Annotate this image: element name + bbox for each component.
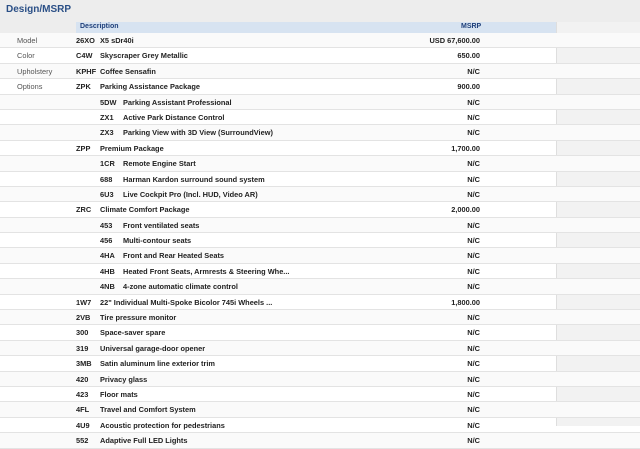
option-code: 2VB bbox=[76, 313, 91, 323]
option-description: Space-saver spare bbox=[100, 328, 166, 338]
option-code: 1W7 bbox=[76, 297, 92, 307]
table-row bbox=[0, 233, 640, 248]
table-row bbox=[0, 110, 640, 125]
page-title: Design/MSRP bbox=[6, 4, 72, 15]
option-description: Satin aluminum line exterior trim bbox=[100, 359, 215, 369]
table-row bbox=[0, 418, 640, 433]
table-row bbox=[0, 264, 640, 279]
title-bar bbox=[0, 0, 640, 23]
table-row bbox=[0, 372, 640, 387]
option-code: 4U9 bbox=[76, 420, 90, 430]
option-description: Adaptive Full LED Lights bbox=[100, 436, 188, 446]
row-label: Model bbox=[17, 36, 38, 45]
option-price: N/C bbox=[467, 97, 480, 107]
table-row bbox=[0, 310, 640, 325]
option-description: Parking View with 3D View (SurroundView) bbox=[123, 128, 273, 138]
option-price: N/C bbox=[467, 66, 480, 76]
option-price: N/C bbox=[467, 436, 480, 446]
option-description: Parking Assistant Professional bbox=[123, 97, 232, 107]
table-row bbox=[0, 341, 640, 356]
option-price: N/C bbox=[467, 282, 480, 292]
option-price: N/C bbox=[467, 220, 480, 230]
table-row bbox=[0, 279, 640, 294]
option-description: Coffee Sensafin bbox=[100, 66, 156, 76]
option-code: 552 bbox=[76, 436, 89, 446]
table-row bbox=[0, 64, 640, 79]
table-row bbox=[0, 325, 640, 340]
table-row bbox=[0, 48, 640, 63]
option-price: N/C bbox=[467, 420, 480, 430]
option-price: N/C bbox=[467, 328, 480, 338]
row-label: Options bbox=[17, 82, 43, 92]
table-row bbox=[0, 248, 640, 263]
column-header-msrp: MSRP bbox=[461, 23, 482, 30]
option-description: Remote Engine Start bbox=[123, 159, 196, 169]
option-description: Multi-contour seats bbox=[123, 236, 192, 246]
option-description: 22" Individual Multi-Spoke Bicolor 745i Wheels ... bbox=[100, 297, 273, 307]
option-description: Universal garage-door opener bbox=[100, 343, 206, 353]
option-code: 4NB bbox=[100, 282, 115, 292]
table-row bbox=[0, 172, 640, 187]
table-header bbox=[0, 22, 640, 33]
option-code: 688 bbox=[100, 174, 113, 184]
option-price: N/C bbox=[467, 251, 480, 261]
option-price: N/C bbox=[467, 159, 480, 169]
table-row bbox=[0, 125, 640, 140]
table-header-background bbox=[76, 22, 556, 33]
option-code: 5DW bbox=[100, 97, 117, 107]
option-description: Skyscraper Grey Metallic bbox=[100, 51, 188, 61]
option-description: Active Park Distance Control bbox=[123, 112, 225, 122]
option-code: 6U3 bbox=[100, 189, 114, 199]
option-price: N/C bbox=[467, 374, 480, 384]
option-price: N/C bbox=[467, 128, 480, 138]
option-code: 1CR bbox=[100, 159, 115, 169]
option-price: 1,700.00 bbox=[451, 143, 480, 153]
option-code: 423 bbox=[76, 389, 89, 399]
option-code: 4FL bbox=[76, 405, 90, 415]
option-table bbox=[0, 33, 640, 449]
option-description: Travel and Comfort System bbox=[100, 405, 196, 415]
option-price: 1,800.00 bbox=[451, 297, 480, 307]
table-row bbox=[0, 95, 640, 110]
row-label: Upholstery bbox=[17, 66, 53, 76]
option-price: N/C bbox=[467, 189, 480, 199]
table-row bbox=[0, 356, 640, 371]
option-price: N/C bbox=[467, 405, 480, 415]
option-price: N/C bbox=[467, 174, 480, 184]
option-price: 650.00 bbox=[457, 51, 480, 61]
option-code: 319 bbox=[76, 343, 89, 353]
table-row bbox=[0, 218, 640, 233]
option-description: Privacy glass bbox=[100, 374, 148, 384]
table-row bbox=[0, 402, 640, 417]
option-description: Parking Assistance Package bbox=[100, 82, 200, 92]
option-code: ZPK bbox=[76, 82, 91, 92]
option-description: Harman Kardon surround sound system bbox=[123, 174, 265, 184]
option-description: Acoustic protection for pedestrians bbox=[100, 420, 225, 430]
option-price: N/C bbox=[467, 313, 480, 323]
option-code: 453 bbox=[100, 220, 113, 230]
option-description: 4-zone automatic climate control bbox=[123, 282, 238, 292]
option-code: ZX3 bbox=[100, 128, 114, 138]
option-code: 420 bbox=[76, 374, 89, 384]
option-description: Heated Front Seats, Armrests & Steering Whe... bbox=[123, 266, 290, 276]
option-code: 300 bbox=[76, 328, 89, 338]
option-description: Floor mats bbox=[100, 389, 138, 399]
table-row bbox=[0, 433, 640, 448]
table-row bbox=[0, 187, 640, 202]
option-code: C4W bbox=[76, 51, 93, 61]
option-code: 456 bbox=[100, 236, 113, 246]
table-row bbox=[0, 141, 640, 156]
option-description: Tire pressure monitor bbox=[100, 313, 177, 323]
option-code: KPHF bbox=[76, 66, 97, 76]
option-price: N/C bbox=[467, 266, 480, 276]
option-description: Premium Package bbox=[100, 143, 164, 153]
option-code: ZRC bbox=[76, 205, 92, 215]
option-price: N/C bbox=[467, 343, 480, 353]
option-price: N/C bbox=[467, 359, 480, 369]
table-row bbox=[0, 79, 640, 94]
option-code: 3MB bbox=[76, 359, 92, 369]
column-header-description: Description bbox=[80, 23, 119, 30]
table-row bbox=[0, 156, 640, 171]
option-code: 4HA bbox=[100, 251, 115, 261]
option-description: Front and Rear Heated Seats bbox=[123, 251, 225, 261]
option-price: 2,000.00 bbox=[451, 205, 480, 215]
table-row bbox=[0, 387, 640, 402]
table-row bbox=[0, 202, 640, 217]
table-row bbox=[0, 33, 640, 48]
option-description: Live Cockpit Pro (Incl. HUD, Video AR) bbox=[123, 189, 258, 199]
row-label: Color bbox=[17, 51, 35, 61]
option-price: USD 67,600.00 bbox=[429, 36, 480, 45]
option-price: 900.00 bbox=[457, 82, 480, 92]
option-price: N/C bbox=[467, 236, 480, 246]
option-price: N/C bbox=[467, 389, 480, 399]
option-code: 4HB bbox=[100, 266, 115, 276]
option-price: N/C bbox=[467, 112, 480, 122]
table-row bbox=[0, 295, 640, 310]
option-description: Climate Comfort Package bbox=[100, 205, 190, 215]
option-description: Front ventilated seats bbox=[123, 220, 200, 230]
option-code: 26XO bbox=[76, 36, 95, 45]
option-code: ZPP bbox=[76, 143, 91, 153]
option-code: ZX1 bbox=[100, 112, 114, 122]
option-description: X5 sDr40i bbox=[100, 36, 134, 45]
